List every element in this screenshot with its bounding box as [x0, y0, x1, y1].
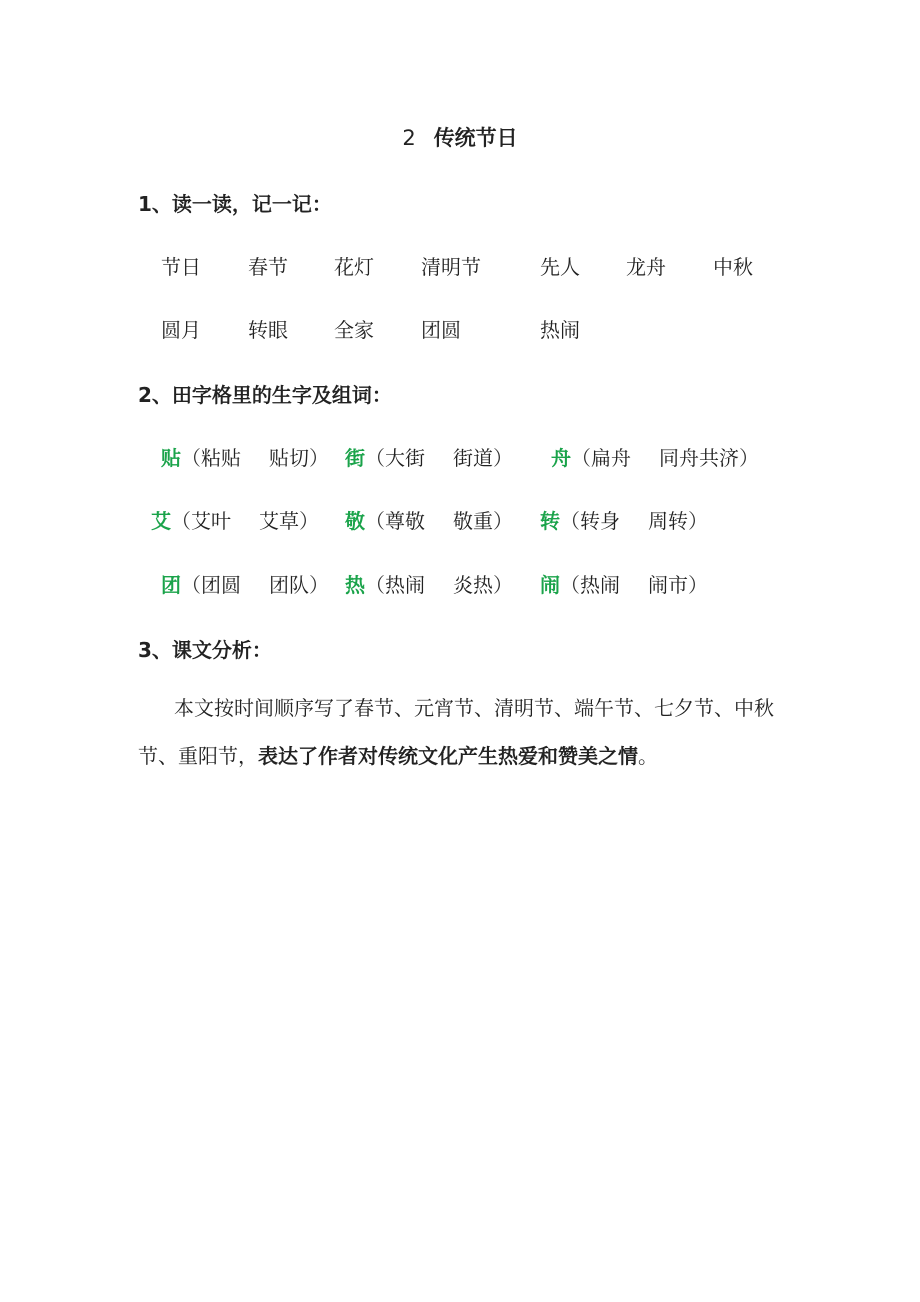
char-entry: 热（热闹 炎热）: [345, 573, 513, 597]
compound-word: 尊敬: [385, 509, 425, 533]
vocab-word: 团圆: [421, 318, 461, 342]
analysis-period: 。: [638, 744, 658, 768]
new-character: 敬: [345, 509, 365, 533]
vocab-word: 中秋: [713, 255, 753, 279]
compound-word: 扁舟: [591, 446, 631, 470]
compound-word: 热闹: [385, 573, 425, 597]
new-character: 团: [161, 573, 181, 597]
compound-word: 艾草: [259, 509, 299, 533]
lesson-number: 2: [402, 126, 416, 150]
char-entry: 转（转身 周转）: [540, 509, 708, 533]
compound-word: 同舟共济: [659, 446, 739, 470]
new-character: 艾: [151, 509, 171, 533]
compound-word: 敬重: [453, 509, 493, 533]
vocab-word: 春节: [248, 255, 288, 279]
vocab-word: 转眼: [248, 318, 288, 342]
char-entry: 团（团圆 团队）: [161, 573, 329, 597]
lesson-title-text: 传统节日: [433, 126, 518, 150]
new-character: 热: [345, 573, 365, 597]
section3-heading: 3、课文分析：: [138, 638, 272, 662]
vocab-word: 热闹: [540, 318, 580, 342]
compound-word: 艾叶: [191, 509, 231, 533]
lesson-title: [0, 122, 920, 152]
char-entry: 艾（艾叶 艾草）: [151, 509, 319, 533]
new-character: 贴: [161, 446, 181, 470]
compound-word: 团队: [269, 573, 309, 597]
vocab-word: 花灯: [334, 255, 374, 279]
vocab-word: 清明节: [421, 255, 481, 279]
vocab-word: 先人: [540, 255, 580, 279]
compound-word: 热闹: [580, 573, 620, 597]
section2-heading: 2、田字格里的生字及组词：: [138, 383, 392, 407]
section1-heading: 1、读一读，记一记：: [138, 192, 332, 216]
char-entry: 舟（扁舟 同舟共济）: [551, 446, 759, 470]
compound-word: 周转: [648, 509, 688, 533]
compound-word: 贴切: [269, 446, 309, 470]
vocab-word: 节日: [161, 255, 201, 279]
char-entry: 街（大街 街道）: [345, 446, 513, 470]
compound-word: 转身: [580, 509, 620, 533]
char-entry: 敬（尊敬 敬重）: [345, 509, 513, 533]
analysis-emphasis: 表达了作者对传统文化产生热爱和赞美之情: [258, 744, 638, 768]
vocab-word: 圆月: [161, 318, 201, 342]
compound-word: 团圆: [201, 573, 241, 597]
compound-word: 街道: [453, 446, 493, 470]
new-character: 闹: [540, 573, 560, 597]
analysis-text: 本文按时间顺序写了春节、元宵节、清明节、端午节、七夕节、中秋节、重阳节，: [138, 696, 774, 768]
compound-word: 大街: [385, 446, 425, 470]
compound-word: 闹市: [648, 573, 688, 597]
vocab-word: 全家: [334, 318, 374, 342]
new-character: 舟: [551, 446, 571, 470]
analysis-paragraph: [138, 684, 788, 780]
char-entry: 贴（粘贴 贴切）: [161, 446, 329, 470]
new-character: 街: [345, 446, 365, 470]
vocab-word: 龙舟: [626, 255, 666, 279]
compound-word: 粘贴: [201, 446, 241, 470]
new-character: 转: [540, 509, 560, 533]
char-entry: 闹（热闹 闹市）: [540, 573, 708, 597]
compound-word: 炎热: [453, 573, 493, 597]
